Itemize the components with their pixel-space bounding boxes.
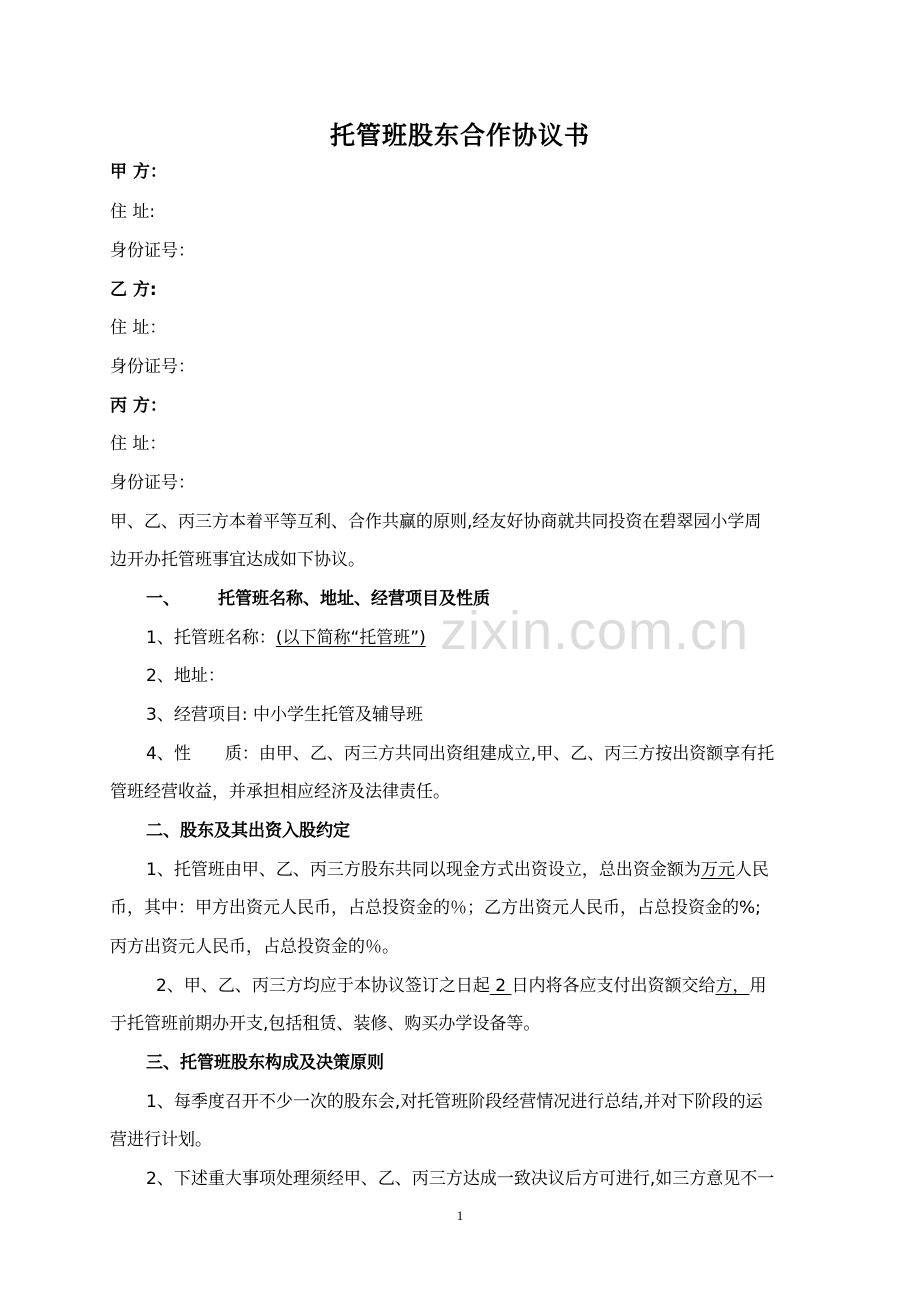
party-c-id: 身份证号：	[110, 473, 195, 493]
section-1-title: 托管班名称、地址、经营项目及性质	[218, 589, 490, 609]
s2-item1-text-b: 人民	[734, 860, 769, 880]
s2-item2-text-b: 日内将各应支付出资额交给	[511, 976, 716, 996]
section-2-item-1-line-2: 币，其中：甲方出资元人民币，占总投资金的％；乙方出资元人民币，占总投资金的%;	[110, 898, 761, 918]
party-b-address: 住 址：	[110, 318, 167, 338]
party-b-id: 身份证号：	[110, 357, 195, 377]
item-1-underlined: (以下简称“托管班”)	[275, 628, 426, 648]
watermark: zixin.com.cn	[440, 601, 750, 661]
page-number: 1	[456, 1208, 464, 1223]
intro-line-2: 边开办托管班事宜达成如下协议。	[110, 550, 365, 570]
section-2-item-2-line-2: 于托管班前期办开支,包括租赁、装修、购买办学设备等。	[110, 1014, 541, 1034]
section-2-item-1-line-1	[146, 858, 769, 882]
item-4-label-a: 4、性	[146, 744, 191, 764]
section-1-heading	[146, 587, 490, 611]
party-a-address: 住 址:	[110, 202, 156, 222]
section-1-item-3: 3、经营项目: 中小学生托管及辅导班	[146, 705, 423, 725]
s2-item1-text-a: 1、托管班由甲、乙、丙三方股东共同以现金方式出资设立，总出资金额为	[146, 860, 701, 880]
party-a-label: 甲 方：	[110, 162, 167, 182]
party-c-label: 丙 方：	[110, 396, 167, 416]
section-1-item-2: 2、地址：	[146, 666, 225, 686]
item-1-label: 1、托管班名称：	[146, 628, 276, 648]
section-3-heading: 三、托管班股东构成及决策原则	[146, 1053, 384, 1073]
section-1-item-1	[146, 626, 426, 650]
s2-item2-days: 2	[489, 976, 512, 996]
section-2-heading: 二、股东及其出资入股约定	[146, 821, 350, 841]
party-b-label: 乙 方:	[110, 280, 157, 300]
s2-item2-text-c: 用	[749, 976, 767, 996]
party-c-address: 住 址：	[110, 434, 167, 454]
section-2-item-1-line-3: 丙方出资元人民币，占总投资金的％。	[110, 937, 399, 957]
party-a-id: 身份证号：	[110, 241, 195, 261]
s2-item2-party: 方，	[715, 976, 750, 996]
s2-item2-text-a: 2、甲、乙、丙三方均应于本协议签订之日起	[156, 976, 490, 996]
section-1-number: 一、	[146, 589, 180, 609]
section-1-item-4	[146, 742, 774, 766]
document-title: 托管班股东合作协议书	[329, 121, 590, 150]
item-4-label-b: 质：由甲、乙、丙三方共同出资组建成立,甲、乙、丙三方按出资额享有托	[224, 744, 775, 764]
section-3-item-2-line-1: 2、下述重大事项处理须经甲、乙、丙三方达成一致决议后方可进行,如三方意见不一	[146, 1169, 775, 1189]
intro-line-1: 甲、乙、丙三方本着平等互利、合作共赢的原则,经友好协商就共同投资在碧翠园小学周	[110, 512, 762, 532]
section-3-item-1-line-2: 营进行计划。	[110, 1130, 212, 1150]
s2-item1-underlined: 万元	[700, 860, 735, 880]
section-3-item-1-line-1: 1、每季度召开不少一次的股东会,对托管班阶段经营情况进行总结,并对下阶段的运	[146, 1092, 763, 1112]
section-2-item-2-line-1	[156, 974, 766, 998]
section-1-item-4-line-2: 管班经营收益，并承担相应经济及法律责任。	[110, 782, 450, 802]
